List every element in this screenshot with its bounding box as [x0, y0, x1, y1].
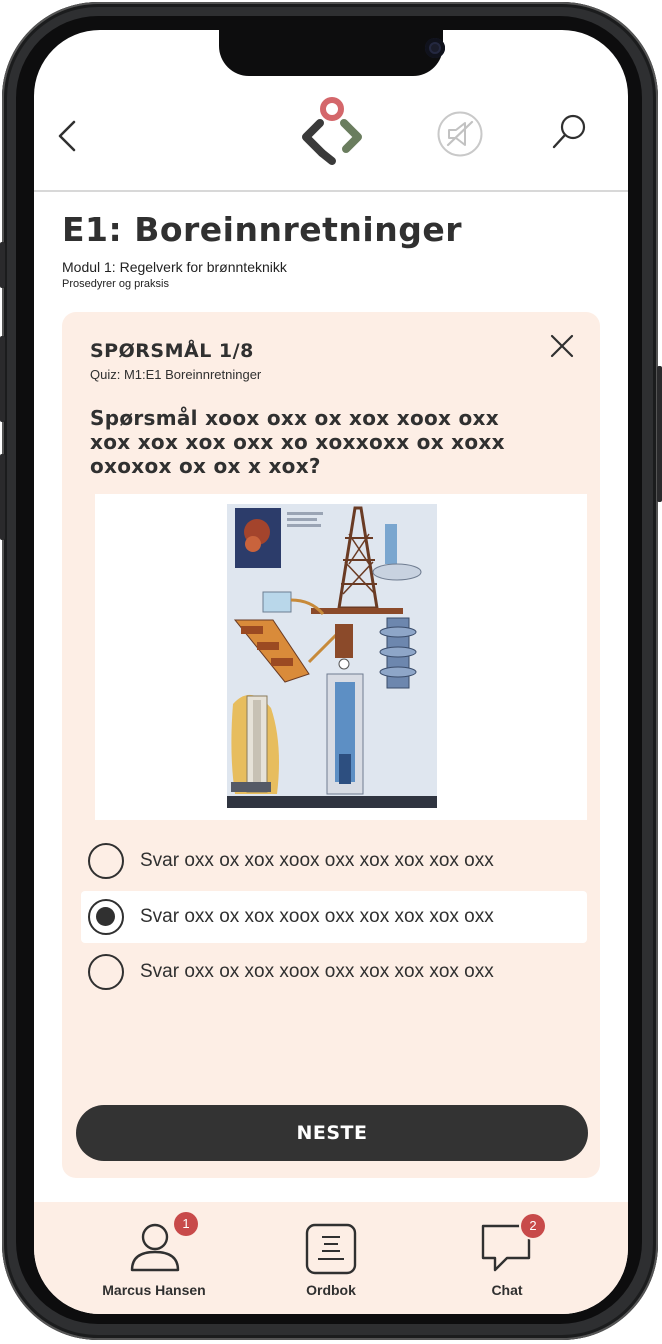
answer-option-selected[interactable]	[81, 891, 587, 943]
section-subtitle: Prosedyrer og praksis	[62, 278, 169, 290]
side-button-volume-down	[0, 454, 5, 540]
screen	[34, 30, 628, 1314]
chevron-left-icon[interactable]	[56, 118, 80, 154]
search-icon[interactable]	[550, 112, 590, 152]
question-counter: SPØRSMÅL 1/8	[90, 340, 254, 362]
question-line: Spørsmål xoox oxx ox xox xoox oxx	[90, 406, 499, 430]
question-line: xox xox xox oxx xo xoxxoxx ox xoxx	[90, 430, 505, 454]
app-header	[34, 90, 628, 192]
user-icon	[128, 1222, 182, 1272]
close-icon[interactable]	[546, 330, 578, 362]
side-button-mute	[0, 242, 5, 288]
radio-button-selected[interactable]	[88, 899, 124, 935]
side-button-power	[657, 366, 662, 502]
nav-label: Ordbok	[306, 1282, 356, 1298]
question-image-container	[95, 494, 587, 820]
radio-button[interactable]	[88, 954, 124, 990]
answer-label: Svar oxx ox xox xoox oxx xox xox xox oxx	[140, 906, 494, 927]
quiz-name: Quiz: M1:E1 Boreinnretninger	[90, 367, 262, 382]
nav-label: Marcus Hansen	[102, 1282, 206, 1298]
next-button[interactable]: NESTE	[76, 1105, 588, 1161]
nav-label: Chat	[491, 1282, 523, 1298]
answer-label: Svar oxx ox xox xoox oxx xox xox xox oxx	[140, 850, 494, 871]
dictionary-icon	[304, 1222, 358, 1276]
notification-badge: 2	[521, 1214, 545, 1238]
question-line: oxoxox ox ox x xox?	[90, 454, 321, 478]
drilling-rig-diagram	[227, 504, 437, 808]
answer-label: Svar oxx ox xox xoox oxx xox xox xox oxx	[140, 961, 494, 982]
nav-item-chat[interactable]	[437, 1202, 577, 1302]
answer-option[interactable]	[81, 835, 587, 887]
side-button-volume-up	[0, 336, 5, 422]
question-text	[90, 406, 570, 478]
radio-button[interactable]	[88, 843, 124, 879]
camera-icon	[425, 38, 445, 58]
app-logo	[300, 96, 364, 168]
notification-badge: 1	[174, 1212, 198, 1236]
bottom-nav	[34, 1202, 628, 1314]
module-subtitle: Modul 1: Regelverk for brønnteknikk	[62, 259, 287, 275]
nav-item-profile[interactable]	[84, 1202, 224, 1302]
page-title: E1: Boreinnretninger	[62, 210, 462, 249]
notch	[219, 30, 443, 76]
quiz-card	[62, 312, 600, 1178]
answer-option[interactable]	[81, 946, 587, 998]
nav-item-dictionary[interactable]	[261, 1202, 401, 1302]
speaker-muted-icon[interactable]	[436, 110, 484, 158]
